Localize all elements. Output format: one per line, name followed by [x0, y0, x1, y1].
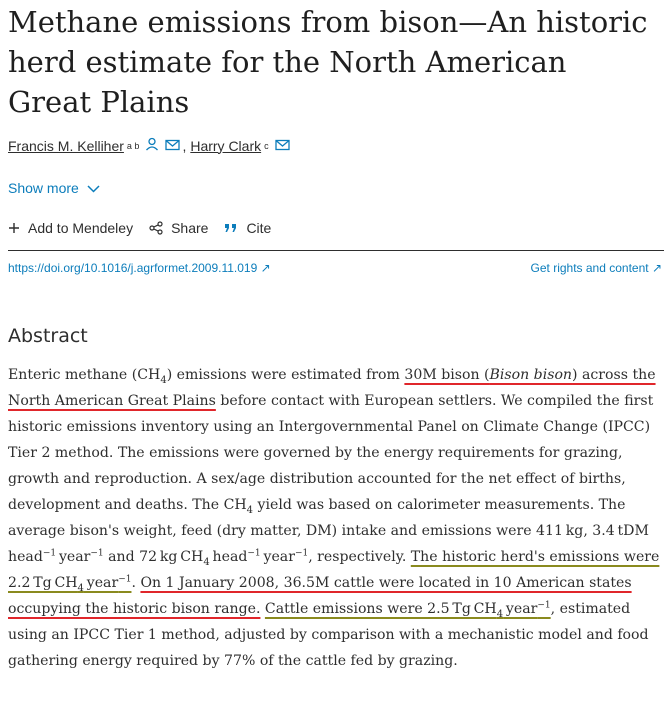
author-separator: , [182, 137, 187, 154]
email-icon[interactable] [275, 138, 290, 154]
highlight-red: On 1 January 2008, 36.5M cattle were located in 10 American states occupying the historic bison range. [8, 575, 632, 617]
abstract-span: head [209, 549, 248, 565]
abstract-span: Cattle emissions were 2.5 Tg CH [264, 601, 497, 617]
superscript: −1 [118, 574, 132, 585]
abstract-heading: Abstract [8, 325, 88, 347]
author-list [8, 137, 290, 154]
highlight-olive [264, 600, 551, 620]
share-label: Share [171, 220, 209, 236]
superscript: −1 [294, 548, 309, 559]
chevron-down-icon [87, 180, 100, 196]
abstract-span: yield was based on calorimeter measurements. The average bison's weight, feed (dry matter, DM) intake and emissions were 411 kg, 3.4 tDM head [8, 497, 652, 565]
subscript: 4 [77, 582, 84, 594]
abstract-span: Enteric methane (CH [8, 367, 161, 383]
superscript: −1 [42, 548, 57, 559]
show-more-label: Show more [8, 180, 79, 196]
cite-label: Cite [246, 220, 272, 236]
article-actions [8, 220, 287, 236]
author-affiliation-kelliher: a b [126, 140, 140, 151]
share-icon [149, 221, 163, 235]
author-affiliation-clark: c [264, 140, 269, 151]
subscript: 4 [496, 608, 504, 620]
divider [8, 250, 664, 251]
cite-button[interactable] [224, 220, 271, 236]
external-link-icon: ↗ [260, 261, 271, 275]
subscript: 4 [246, 504, 254, 516]
quote-icon [224, 222, 238, 234]
add-to-mendeley-label: Add to Mendeley [28, 220, 134, 236]
doi-link-text: https://doi.org/10.1016/j.agrformet.2009.11.019 [8, 261, 258, 275]
abstract-span: year [83, 575, 119, 591]
subscript: 4 [160, 374, 167, 386]
add-to-mendeley-button[interactable] [8, 220, 133, 236]
abstract-span: . [131, 575, 141, 591]
abstract-span: year [503, 601, 538, 617]
abstract-span: 30M bison ( [404, 367, 490, 383]
person-icon[interactable] [145, 137, 159, 154]
plus-icon [8, 222, 20, 234]
email-icon[interactable] [165, 138, 180, 154]
author-link-clark[interactable]: Harry Clark [190, 137, 262, 154]
abstract-span: The historic herd's emissions were 2.2 Tg CH [8, 549, 660, 591]
superscript: −1 [537, 600, 551, 611]
rights-and-content-link[interactable] [531, 261, 662, 275]
show-more-button[interactable] [8, 180, 100, 196]
article-title: Methane emissions from bison—An historic herd estimate for the North American Great Plains [8, 5, 648, 119]
species-name: Bison bison [489, 367, 573, 383]
abstract-span: , estimated using an IPCC Tier 1 method, adjusted by comparison with a mechanistic model and food gathering energy required by 77% of the cattle fed by grazing. [8, 601, 649, 669]
subscript: 4 [203, 556, 210, 568]
abstract-span: , respectively. [308, 549, 411, 565]
share-button[interactable] [149, 220, 208, 236]
abstract-span: ) emissions were estimated from [166, 367, 405, 383]
abstract-span: and 72 kg CH [103, 549, 204, 565]
external-link-icon: ↗ [651, 261, 662, 275]
abstract-text [8, 362, 666, 674]
abstract-span: ) across the North American Great Plains [8, 367, 656, 409]
rights-link-text: Get rights and content [530, 261, 649, 275]
superscript: −1 [90, 548, 104, 559]
abstract-span: year [260, 549, 295, 565]
superscript: −1 [247, 548, 261, 559]
abstract-span: before contact with European settlers. We compiled the first historic emissions inventory using an Intergovernmental Panel on Climate Change (IPCC) Tier 2 method. The emissions were governed by the energy requirements for grazing, growth and reproduction. A sex/age distribution accounted for the net effect of births, development and deaths. The CH [8, 393, 654, 513]
doi-link[interactable] [8, 261, 271, 275]
abstract-span: year [56, 549, 91, 565]
author-link-kelliher[interactable]: Francis M. Kelliher [8, 137, 124, 154]
